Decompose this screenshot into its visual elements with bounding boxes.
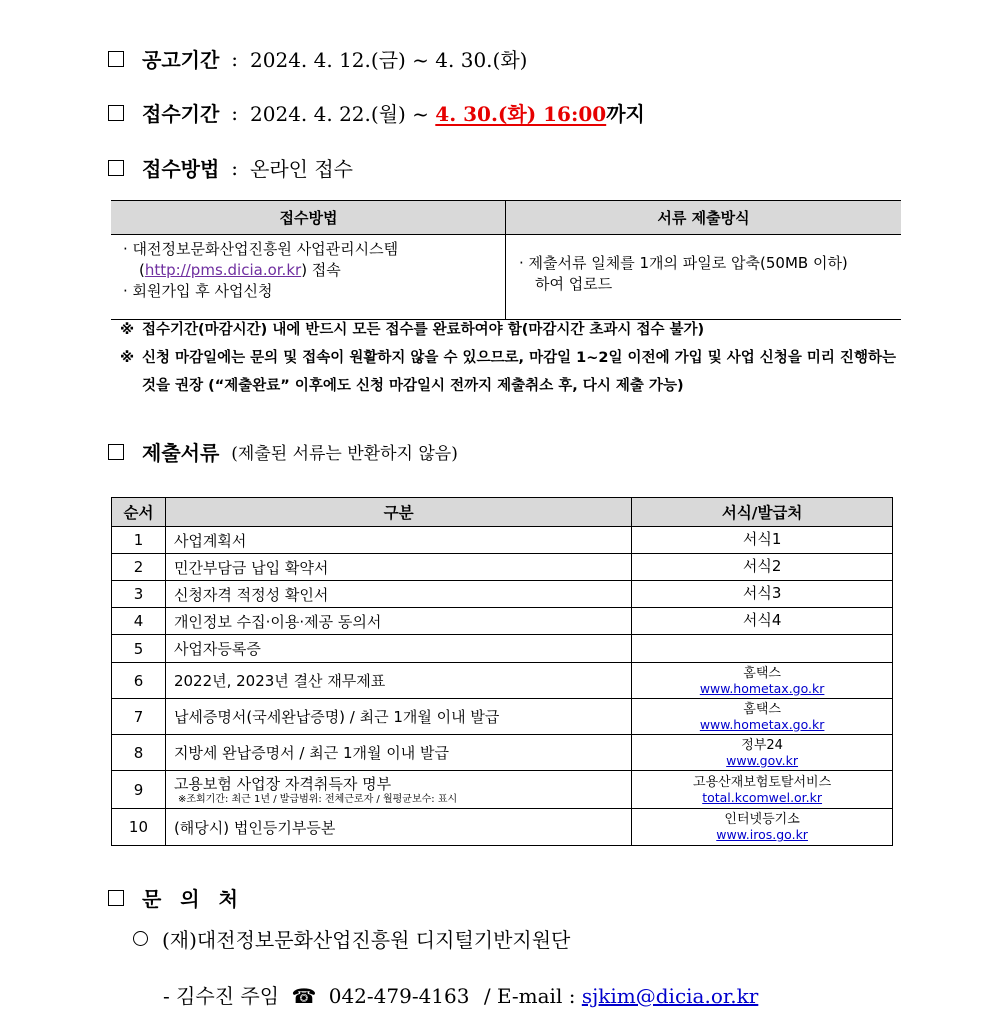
receipt-period-start: 2024. 4. 22.(월) ~ xyxy=(250,102,436,126)
receipt-method-value: 온라인 접수 xyxy=(250,157,353,181)
checkbox-icon xyxy=(108,51,124,67)
note-item: ※ 접수기간(마감시간) 내에 반드시 모든 접수를 완료하여야 함(마감시간 초과시 접수 불가) xyxy=(120,322,705,338)
docs-table-header xyxy=(112,498,893,527)
receipt-method-label: 접수방법 xyxy=(142,157,220,181)
notes xyxy=(120,316,900,400)
contact-phone: 042-479-4163 xyxy=(328,984,470,1008)
method-line-link: (http://pms.dicia.or.kr) 접속 xyxy=(139,261,341,279)
announce-period-value: 2024. 4. 12.(금) ~ 4. 30.(화) xyxy=(250,48,528,72)
col-category: 구분 xyxy=(165,498,631,527)
contact-org-name: (재)대전정보문화산업진흥원 디지털기반지원단 xyxy=(162,928,571,952)
gov24-link[interactable]: www.gov.kr xyxy=(726,752,799,768)
method-line-signup: · 회원가입 후 사업신청 xyxy=(123,282,273,300)
table-row: 3 신청자격 적정성 확인서 서식3 xyxy=(112,581,893,608)
note-item: ※ 신청 마감일에는 문의 및 접속이 원활하지 않을 수 있으므로, 마감일 1~2일 이전에 가입 및 사업 신청을 미리 진행하는 것을 권장 (“제출완료” 이후에도 신청 마감일시 전까지 제출취소 후, 다시 제출 가능) xyxy=(120,350,896,394)
docs-label: 제출서류 xyxy=(142,441,220,465)
kcomwel-link[interactable]: total.kcomwel.or.kr xyxy=(702,789,823,805)
receipt-method-sep: : xyxy=(231,155,239,180)
receipt-period-sep: : xyxy=(231,100,239,125)
checkbox-icon xyxy=(108,890,124,906)
docs-section xyxy=(108,437,458,466)
docs-note: (제출된 서류는 반환하지 않음) xyxy=(231,444,458,464)
receipt-deadline: 4. 30.(화) 16:00 xyxy=(435,102,607,126)
table-row: 8 지방세 완납증명서 / 최근 1개월 이내 발급 정부24 www.gov.kr xyxy=(112,735,893,771)
docs-table xyxy=(111,497,893,846)
announce-period-sep: : xyxy=(231,46,239,71)
contact-org xyxy=(133,924,570,953)
method-table xyxy=(111,200,901,320)
receipt-period xyxy=(108,98,645,127)
receipt-method xyxy=(108,153,353,182)
checkbox-icon xyxy=(108,105,124,121)
method-header-receipt: 접수방법 xyxy=(111,200,506,235)
receipt-period-suffix: 까지 xyxy=(606,102,645,126)
iros-link[interactable]: www.iros.go.kr xyxy=(716,827,808,842)
table-row: 4 개인정보 수집·이용·제공 동의서 서식4 xyxy=(112,608,893,635)
checkbox-icon xyxy=(108,160,124,176)
checkbox-icon xyxy=(108,444,124,460)
contact-person-name: - 김수진 주임 xyxy=(163,984,280,1008)
contact-person xyxy=(163,980,758,1009)
method-line-system: · 대전정보문화산업진흥원 사업관리시스템 xyxy=(123,240,399,258)
table-row: 5 사업자등록증 xyxy=(112,635,893,663)
table-row: 1 사업계획서 서식1 xyxy=(112,527,893,554)
table-row: 9 고용보험 사업장 자격취득자 명부 ※조회기간: 최근 1년 / 발급범위: 전체근로자 / 월평균보수: 표시 고용산재보험토탈서비스 total.kcomwel.or.kr xyxy=(112,771,893,809)
hometax-link[interactable]: www.hometax.go.kr xyxy=(699,716,825,732)
method-cell-submission xyxy=(519,235,899,320)
phone-icon: ☎ xyxy=(291,984,317,1008)
submission-line-1: · 제출서류 일체를 1개의 파일로 압축(50MB 이하) xyxy=(519,254,848,272)
table-row: 10 (해당시) 법인등기부등본 인터넷등기소 www.iros.go.kr xyxy=(112,809,893,846)
hometax-link[interactable]: www.hometax.go.kr xyxy=(699,680,825,696)
submission-line-2: 하여 업로드 xyxy=(535,275,613,293)
contact-email-label: / E-mail : xyxy=(483,984,576,1008)
method-cell-receipt xyxy=(123,235,503,320)
contact-section xyxy=(108,883,244,912)
table-row: 7 납세증명서(국세완납증명) / 최근 1개월 이내 발급 홈택스 www.hometax.go.kr xyxy=(112,699,893,735)
table-row: 6 2022년, 2023년 결산 재무제표 홈택스 www.hometax.go.kr xyxy=(112,663,893,699)
table-row: 2 민간부담금 납입 확약서 서식2 xyxy=(112,554,893,581)
contact-email[interactable]: sjkim@dicia.or.kr xyxy=(581,984,759,1008)
announce-period-label: 공고기간 xyxy=(142,48,220,72)
contact-label: 문 의 처 xyxy=(142,887,244,911)
receipt-period-label: 접수기간 xyxy=(142,102,220,126)
method-header-submission: 서류 제출방식 xyxy=(506,200,901,235)
pms-link[interactable]: http://pms.dicia.or.kr xyxy=(144,261,302,279)
announce-period xyxy=(108,44,527,73)
col-source: 서식/발급처 xyxy=(632,498,893,527)
circle-bullet-icon xyxy=(133,931,148,946)
row-subnote: ※조회기간: 최근 1년 / 발급범위: 전체근로자 / 월평균보수: 표시 xyxy=(177,794,458,805)
col-order: 순서 xyxy=(112,498,166,527)
